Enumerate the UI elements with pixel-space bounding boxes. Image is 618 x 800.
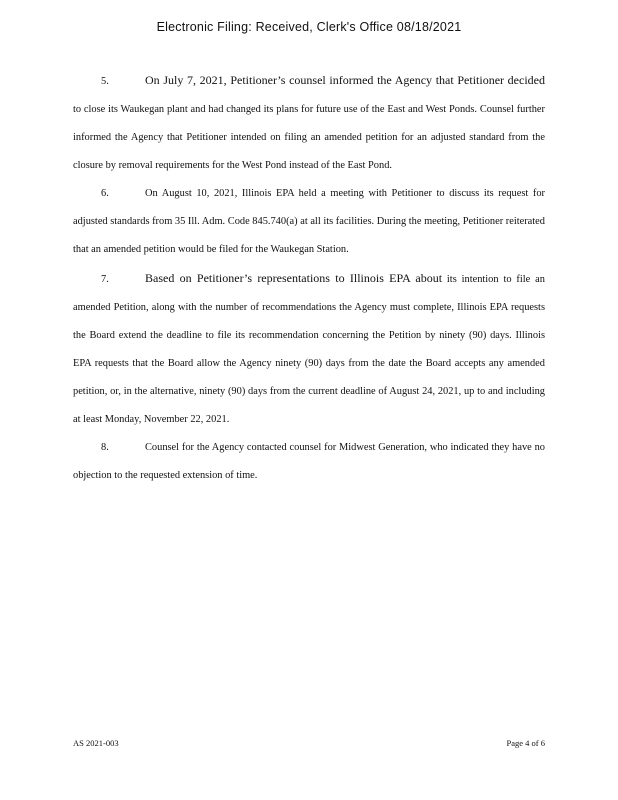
paragraph-text: to close its Waukegan plant and had changed its plans for future use of the East and West Ponds. Counsel further informed the Agency that Petitioner intended on filing an amended petition for an adjusted standard from the closure by removal requirements for the West Pond instead of the East Pond. <box>73 104 545 171</box>
paragraph-text: its intention to file an amended Petition, along with the number of recommendations the Agency must complete, Illinois EPA requests the Board extend the deadline to file its recommendation concerning the Petition by ninety (90) days. Illinois EPA requests that the Board allow the Agency ninety (90) days from the date the Board accepts any amended petition, or, in the alternative, ninety (90) days from the current deadline of August 24, 2021, up to and including at least Monday, November 22, 2021. <box>73 274 545 425</box>
paragraph-number: 6. <box>101 188 109 199</box>
filing-stamp-header: Electronic Filing: Received, Clerk's Office 08/18/2021 <box>156 20 462 34</box>
paragraph-7 <box>73 264 545 434</box>
document-body <box>73 66 545 490</box>
paragraph-5 <box>73 66 545 180</box>
case-number-footer: AS 2021-003 <box>73 738 119 748</box>
paragraph-lead: On July 7, 2021, Petitioner’s counsel informed the Agency that Petitioner decided <box>145 73 545 87</box>
paragraph-number: 5. <box>101 76 109 87</box>
paragraph-text: Counsel for the Agency contacted counsel for Midwest Generation, who indicated they have no objection to the requested extension of time. <box>73 442 545 481</box>
paragraph-number: 7. <box>101 274 109 285</box>
paragraph-8 <box>73 434 545 490</box>
paragraph-lead: Based on Petitioner’s representations to Illinois EPA about <box>145 271 443 285</box>
paragraph-6 <box>73 180 545 264</box>
paragraph-text: On August 10, 2021, Illinois EPA held a meeting with Petitioner to discuss its request for adjusted standards from 35 Ill. Adm. Code 845.740(a) at all its facilities. During the meeting, Petitioner reiterated that an amended petition would be filed for the Waukegan Station. <box>73 188 545 255</box>
page-number-footer: Page 4 of 6 <box>506 738 545 748</box>
paragraph-number: 8. <box>101 442 109 453</box>
